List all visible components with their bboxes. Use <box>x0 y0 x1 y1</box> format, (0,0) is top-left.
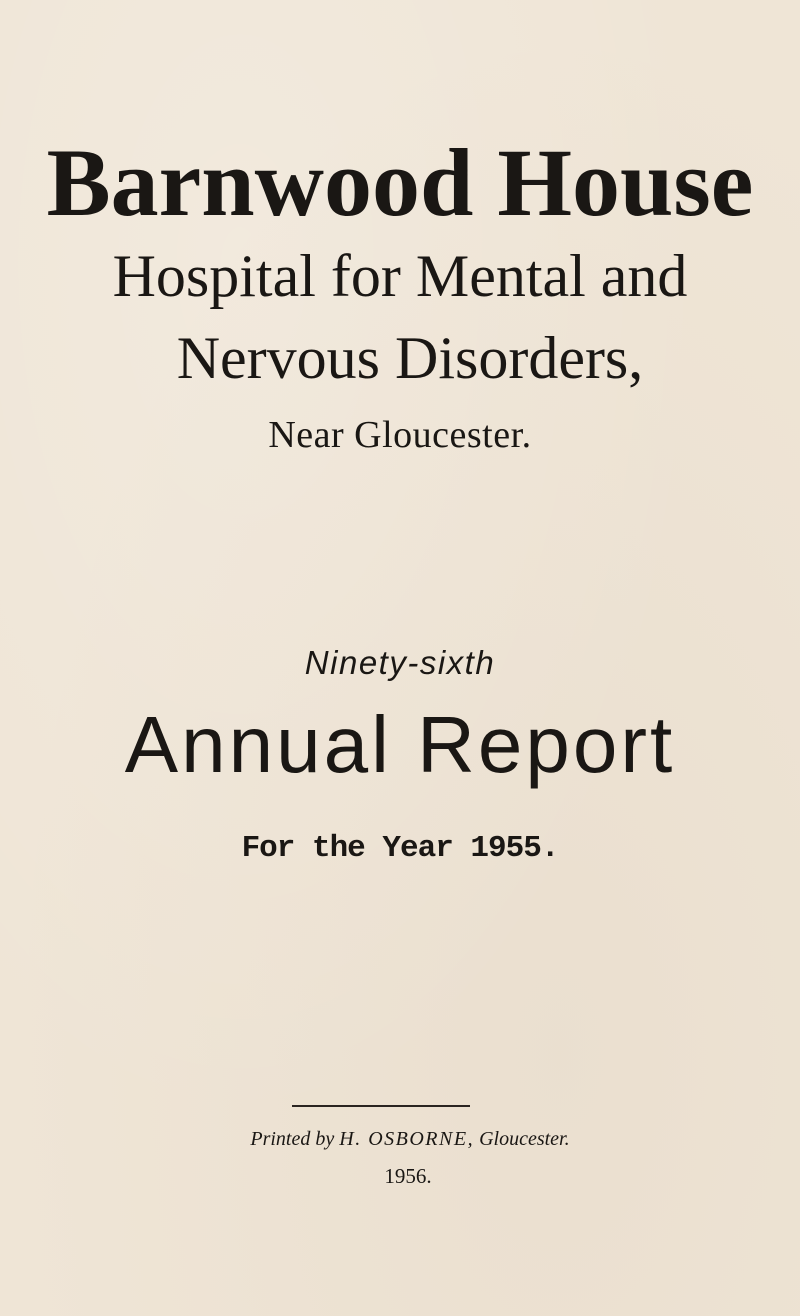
report-title: Annual Report <box>124 700 676 789</box>
imprint <box>10 1125 800 1153</box>
report-year: For the Year 1955. <box>241 831 559 866</box>
location: Near Gloucester. <box>268 414 532 456</box>
publication-year: 1956. <box>384 1164 432 1188</box>
imprint-printer: H. OSBORNE, <box>339 1128 475 1150</box>
divider-rule <box>292 1105 470 1107</box>
institution-name: Barnwood House <box>46 129 754 236</box>
subtitle-line-1: Hospital for Mental and <box>112 243 688 309</box>
imprint-city: Gloucester. <box>479 1128 570 1150</box>
subtitle-line-2: Nervous Disorders, <box>176 325 644 391</box>
report-ordinal: Ninety-sixth <box>304 644 496 681</box>
imprint-printed-by: Printed by <box>250 1128 335 1150</box>
